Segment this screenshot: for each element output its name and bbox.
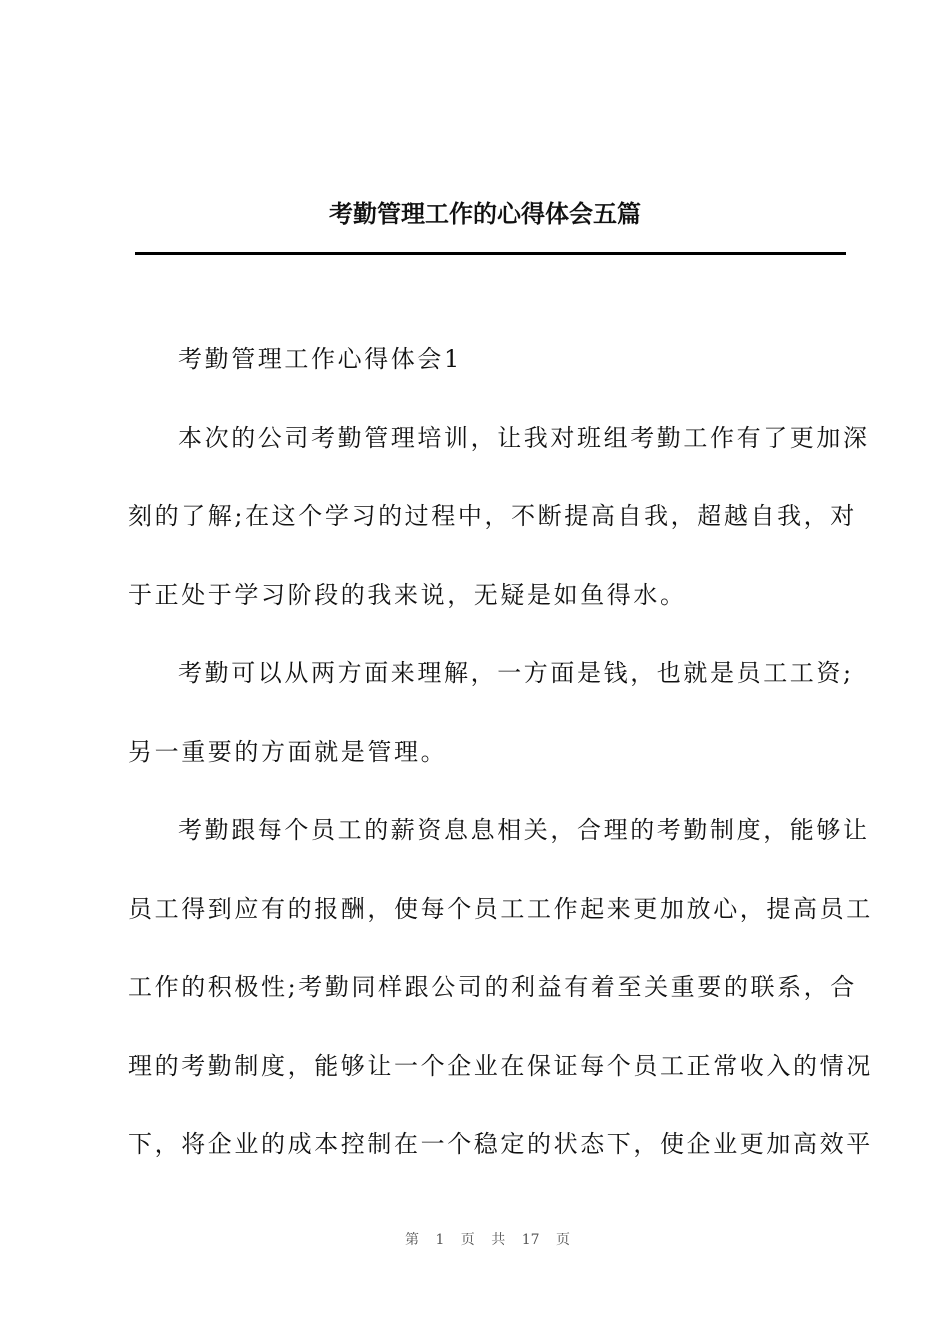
body-line-heading: 考勤管理工作心得体会1 xyxy=(178,345,462,373)
body-line: 刻的了解;在这个学习的过程中，不断提高自我，超越自我，对 xyxy=(128,502,857,530)
body-line: 理的考勤制度，能够让一个企业在保证每个员工正常收入的情况 xyxy=(128,1051,873,1080)
document-title: 考勤管理工作的心得体会五篇 xyxy=(329,200,641,228)
body-line: 于正处于学习阶段的我来说，无疑是如鱼得水。 xyxy=(128,580,687,609)
body-line: 下，将企业的成本控制在一个稳定的状态下，使企业更加高效平 xyxy=(128,1130,873,1158)
body-line: 员工得到应有的报酬，使每个员工工作起来更加放心，提高员工 xyxy=(128,894,873,923)
body-line: 工作的积极性;考勤同样跟公司的利益有着至关重要的联系，合 xyxy=(128,973,857,1001)
body-line: 考勤可以从两方面来理解，一方面是钱，也就是员工工资; xyxy=(178,659,854,687)
page-number-footer: 第 1 页 共 17 页 xyxy=(405,1232,570,1248)
document-body xyxy=(128,340,873,1204)
title-underline xyxy=(135,252,846,255)
body-line: 另一重要的方面就是管理。 xyxy=(128,737,448,766)
body-line: 本次的公司考勤管理培训，让我对班组考勤工作有了更加深 xyxy=(178,423,870,452)
body-line: 考勤跟每个员工的薪资息息相关，合理的考勤制度，能够让 xyxy=(178,816,870,844)
